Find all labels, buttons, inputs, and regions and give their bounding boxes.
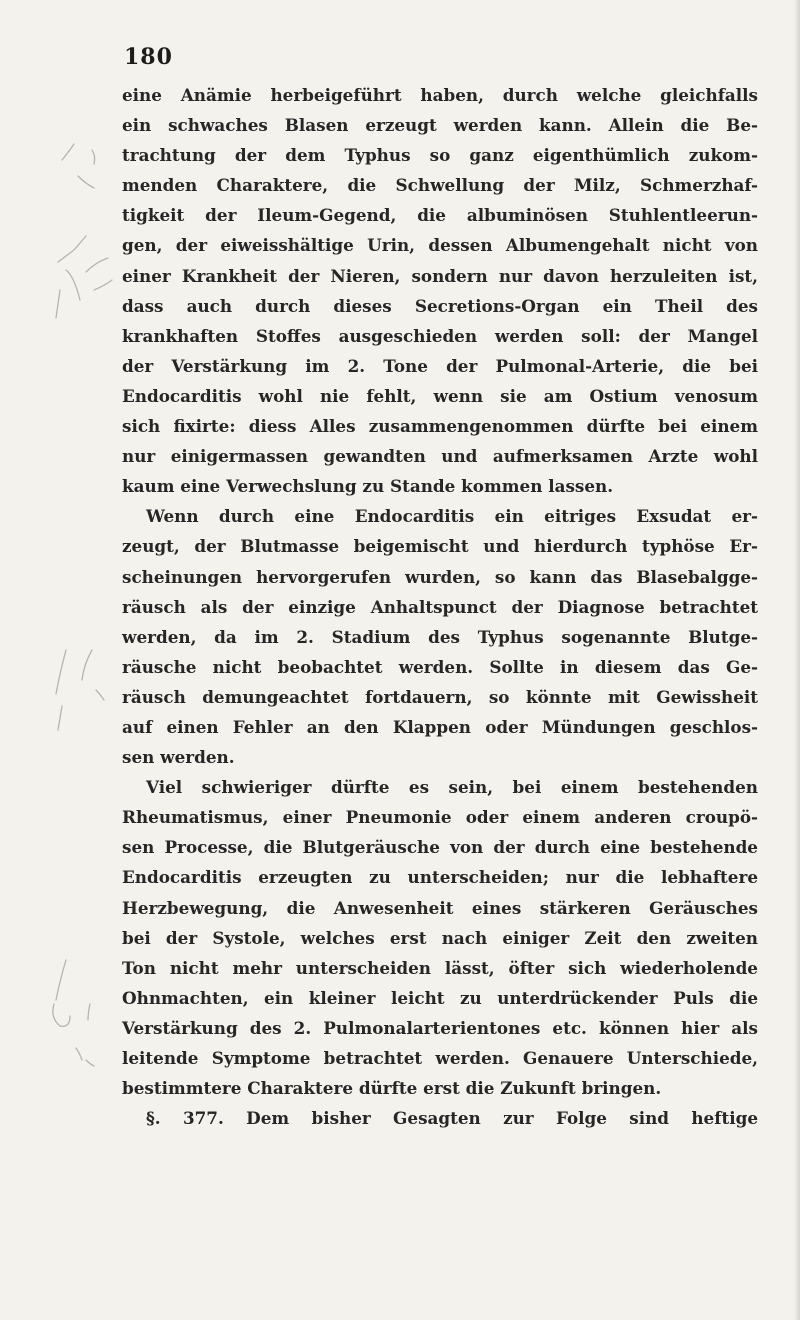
text-line: dass auch durch dieses Secretions-Organ ein Theil des (122, 295, 758, 316)
text-line: werden, da im 2. Stadium des Typhus sogenannte Blutge- (122, 626, 758, 647)
text-line: eine Anämie herbeigeführt haben, durch welche gleichfalls (122, 85, 758, 105)
text-line: Rheumatismus, einer Pneumonie oder einem anderen croupö- (122, 807, 758, 828)
text-line: trachtung der dem Typhus so ganz eigenthümlich zukom- (122, 145, 758, 166)
text-line: bei der Systole, welches erst nach einiger Zeit den zweiten (122, 927, 758, 948)
text-line: einer Krankheit der Nieren, sondern nur davon herzuleiten ist, (122, 265, 758, 286)
text-line: krankhaften Stoffes ausgeschieden werden soll: der Mangel (122, 325, 758, 346)
text-line: zeugt, der Blutmasse beigemischt und hierdurch typhöse Er- (122, 536, 758, 557)
text-line: menden Charaktere, die Schwellung der Milz, Schmerzhaf- (122, 175, 758, 196)
margin-pencil-marks (0, 0, 120, 1320)
page-number: 180 (124, 44, 173, 70)
text-line: der Verstärkung im 2. Tone der Pulmonal-Arterie, die bei (122, 355, 758, 376)
text-line: nur einigermassen gewandten und aufmerksamen Arzte wohl (122, 446, 758, 467)
text-line: sen Processe, die Blutgeräusche von der durch eine bestehende (122, 837, 758, 858)
text-line: sen werden. (122, 747, 235, 768)
text-line: ein schwaches Blasen erzeugt werden kann. Allein die Be- (122, 115, 758, 136)
text-line: gen, der eiweisshältige Urin, dessen Albumengehalt nicht von (122, 235, 758, 256)
text-line: tigkeit der Ileum-Gegend, die albuminösen Stuhlentleerun- (122, 205, 758, 226)
text-line: Herzbewegung, die Anwesenheit eines stärkeren Geräusches (122, 897, 758, 918)
text-line: räusch demungeachtet fortdauern, so könnte mit Gewissheit (122, 686, 758, 707)
text-line: Verstärkung des 2. Pulmonalarterientones etc. können hier als (122, 1017, 758, 1038)
text-line: räusche nicht beobachtet werden. Sollte in diesem das Ge- (122, 656, 758, 677)
text-line: kaum eine Verwechslung zu Stande kommen lassen. (122, 476, 614, 497)
text-line: Endocarditis erzeugten zu unterscheiden; nur die lebhaftere (122, 867, 758, 888)
text-line: auf einen Fehler an den Klappen oder Mündungen geschlos- (122, 716, 758, 737)
text-line: Ohnmachten, ein kleiner leicht zu unterdrückender Puls die (122, 987, 758, 1008)
text-line: leitende Symptome betrachtet werden. Genauere Unterschiede, (122, 1048, 758, 1068)
text-line: sich fixirte: diess Alles zusammengenommen dürfte bei einem (122, 416, 758, 437)
text-line: Ton nicht mehr unterscheiden lässt, öfter sich wiederholende (122, 957, 758, 978)
text-line: scheinungen hervorgerufen wurden, so kann das Blasebalgge- (122, 566, 758, 587)
text-line: Wenn durch eine Endocarditis ein eitriges Exsudat er- (146, 506, 758, 527)
text-line: räusch als der einzige Anhaltspunct der Diagnose betrachtet (122, 596, 758, 617)
text-line: Endocarditis wohl nie fehlt, wenn sie am Ostium venosum (122, 385, 758, 406)
text-line: bestimmtere Charaktere dürfte erst die Zukunft bringen. (122, 1078, 662, 1099)
page-edge-shadow (794, 0, 800, 1320)
body-text (122, 80, 758, 1133)
text-line: Viel schwieriger dürfte es sein, bei einem bestehenden (146, 777, 758, 798)
text-line: §. 377. Dem bisher Gesagten zur Folge sind heftige (146, 1108, 758, 1129)
